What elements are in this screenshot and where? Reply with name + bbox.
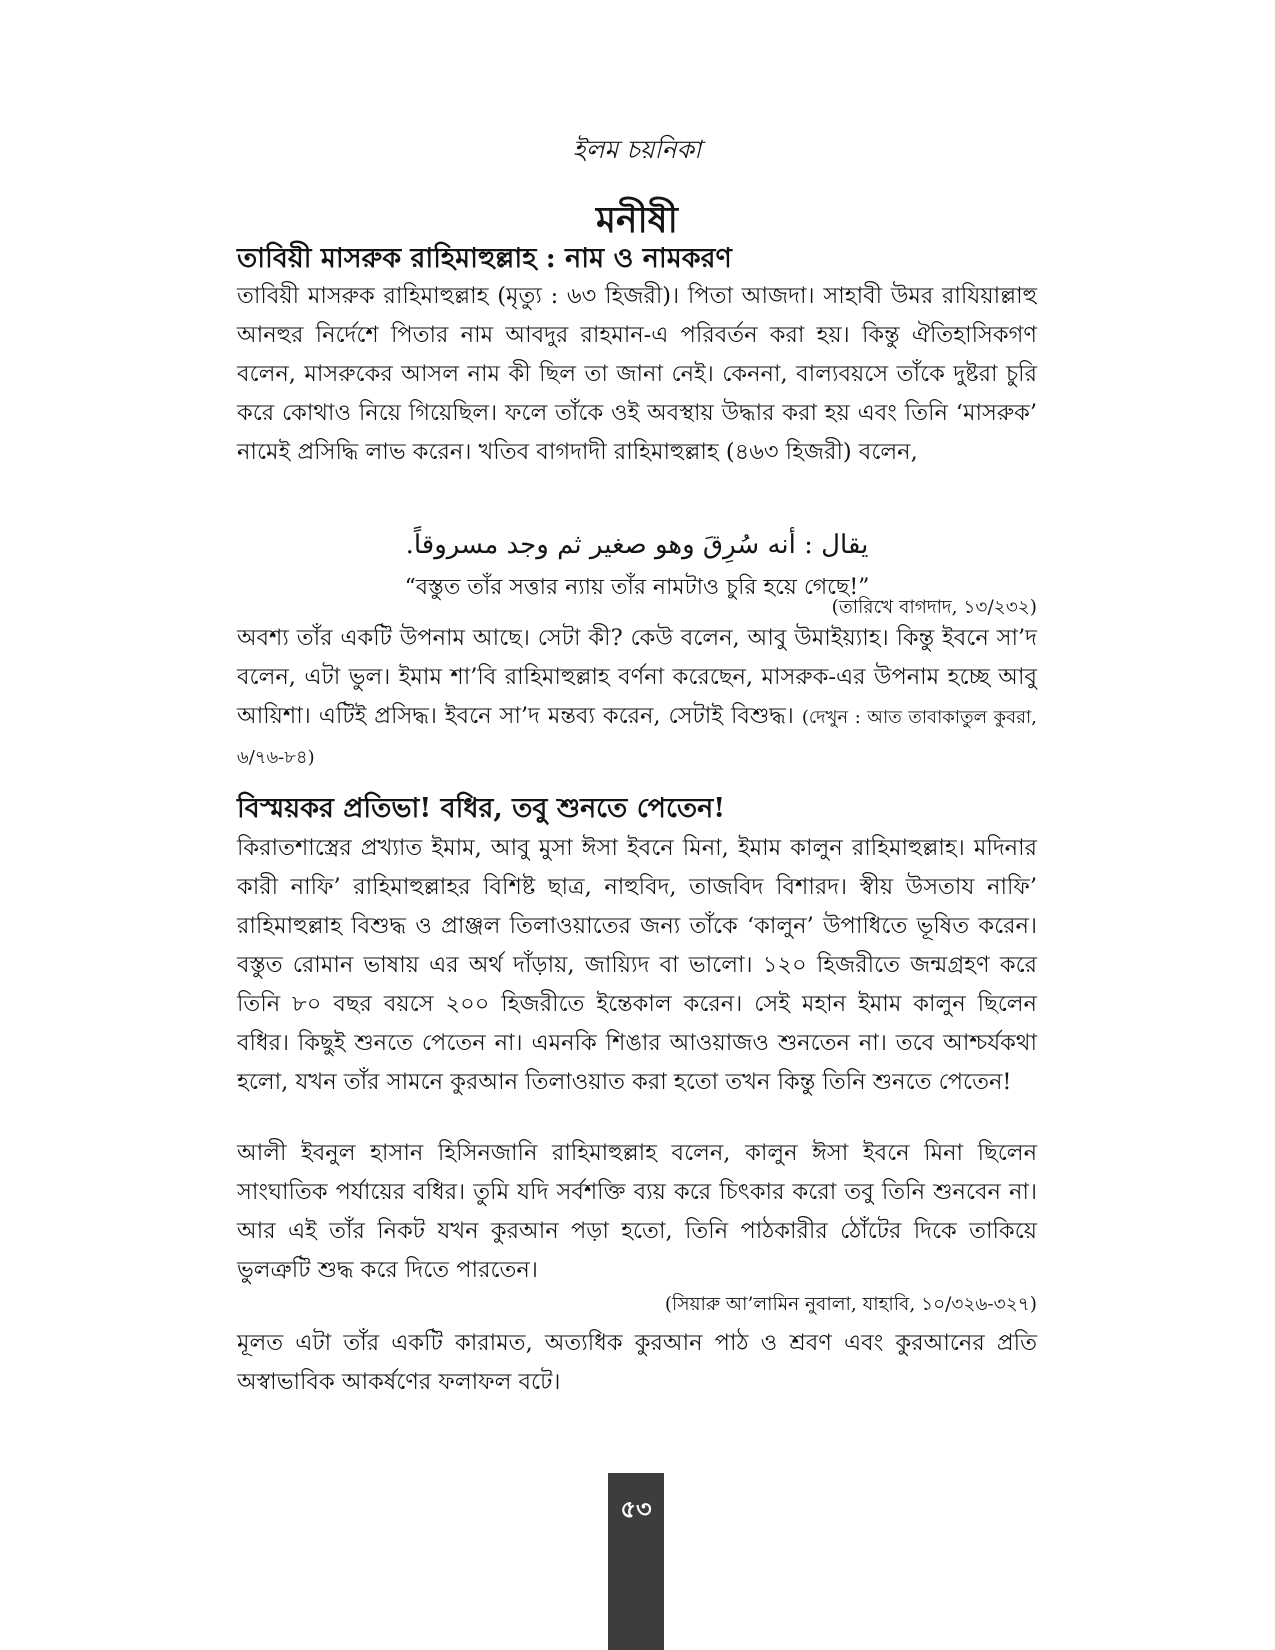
arabic-quote: يقال : أنه سُرِقَ وهو صغير ثم وجد مسروقاً. bbox=[405, 530, 869, 560]
section-title: মনীষী bbox=[596, 199, 678, 241]
paragraph-qalun-bio: কিরাতশাস্ত্রের প্রখ্যাত ইমাম, আবু মুসা ঈসা ইবনে মিনা, ইমাম কালুন রাহিমাহুল্লাহ। মদিনার কারী নাফি’ রাহিমাহুল্লাহর বিশিষ্ট ছাত্র, নাহুবিদ, তাজবিদ বিশারদ। স্বীয় উসতায নাফি’ রাহিমাহুল্লাহ বিশুদ্ধ ও প্রাঞ্জল তিলাওয়াতের জন্য তাঁকে ‘কালুন’ উপাধিতে ভূষিত করেন। বস্তুত রোমান ভাষায় এর অর্থ দাঁড়ায়, জায়্যিদ বা ভালো। ১২০ হিজরীতে জন্মগ্রহণ করে তিনি ৮০ বছর বয়সে ২০০ হিজরীতে ইন্তেকাল করেন। সেই মহান ইমাম কালুন ছিলেন বধির। কিছুই শুনতে পেতেন না। এমনকি শিঙার আওয়াজও শুনতেন না। তবে আশ্চর্যকথা হলো, যখন তাঁর সামনে কুরআন তিলাওয়াত করা হতো তখন কিন্তু তিনি শুনতে পেতেন! bbox=[237, 835, 1037, 1095]
citation-siyar: (সিয়ারু আ’লামিন নুবালা, যাহাবি, ১০/৩২৬-৩২৭) bbox=[664, 1294, 1037, 1315]
article-heading-qalun: বিস্ময়কর প্রতিভা! বধির, তবু শুনতে পেতেন! bbox=[237, 793, 726, 824]
running-header: ইলম চয়নিকা bbox=[572, 135, 702, 164]
paragraph-masruq-intro: তাবিয়ী মাসরুক রাহিমাহুল্লাহ (মৃত্যু : ৬৩ হিজরী)। পিতা আজদা। সাহাবী উমর রাযিয়াল্লাহু আনহুর নির্দেশে পিতার নাম আবদুর রাহমান-এ পরিবর্তন করা হয়। কিন্তু ঐতিহাসিকগণ বলেন, মাসরুকের আসল নাম কী ছিল তা জানা নেই। কেননা, বাল্যবয়সে তাঁকে দুষ্টরা চুরি করে কোথাও নিয়ে গিয়েছিল। ফলে তাঁকে ওই অবস্থায় উদ্ধার করা হয় এবং তিনি ‘মাসরুক’ নামেই প্রসিদ্ধি লাভ করেন। খতিব বাগদাদী রাহিমাহুল্লাহ (৪৬৩ হিজরী) বলেন, bbox=[237, 283, 1037, 465]
citation-tarikh-baghdad: (তারিখে বাগদাদ, ১৩/২৩২) bbox=[831, 597, 1037, 618]
paragraph-masruq-kunya-text: অবশ্য তাঁর একটি উপনাম আছে। সেটা কী? কেউ বলেন, আবু উমাইয়্যাহ। কিন্তু ইবনে সা’দ বলেন, এটা ভুল। ইমাম শা’বি রাহিমাহুল্লাহ বর্ণনা করেছেন, মাসরুক-এর উপনাম হচ্ছে আবু আয়িশা। এটিই প্রসিদ্ধ। ইবনে সা’দ মন্তব্য করেন, সেটাই বিশুদ্ধ। bbox=[237, 625, 1037, 729]
page bbox=[237, 0, 1037, 1650]
bengali-quote: “বস্তুত তাঁর সত্তার ন্যায় তাঁর নামটাও চুরি হয়ে গেছে!” bbox=[404, 575, 870, 600]
reference-tabaqat: (দেখুন : আত তাবাকাতুল কুবরা, ৬/৭৬-৮৪) bbox=[237, 707, 1038, 768]
paragraph-qalun-conclusion: মূলত এটা তাঁর একটি কারামত, অত্যধিক কুরআন পাঠ ও শ্রবণ এবং কুরআনের প্রতি অস্বাভাবিক আকর্ষণের ফলাফল বটে। bbox=[237, 1330, 1037, 1395]
paragraph-masruq-kunya bbox=[237, 619, 1037, 777]
page-number-tab bbox=[608, 1473, 664, 1650]
paragraph-qalun-deafness: আলী ইবনুল হাসান হিসিনজানি রাহিমাহুল্লাহ বলেন, কালুন ঈসা ইবনে মিনা ছিলেন সাংঘাতিক পর্যায়ের বধির। তুমি যদি সর্বশক্তি ব্যয় করে চিৎকার করো তবু তিনি শুনবেন না। আর এই তাঁর নিকট যখন কুরআন পড়া হতো, তিনি পাঠকারীর ঠোঁটের দিকে তাকিয়ে ভুলত্রুটি শুদ্ধ করে দিতে পারতেন। bbox=[237, 1140, 1037, 1283]
page-number: ৫৩ bbox=[620, 1494, 652, 1523]
article-heading-masruq: তাবিয়ী মাসরুক রাহিমাহুল্লাহ : নাম ও নামকরণ bbox=[237, 243, 732, 274]
